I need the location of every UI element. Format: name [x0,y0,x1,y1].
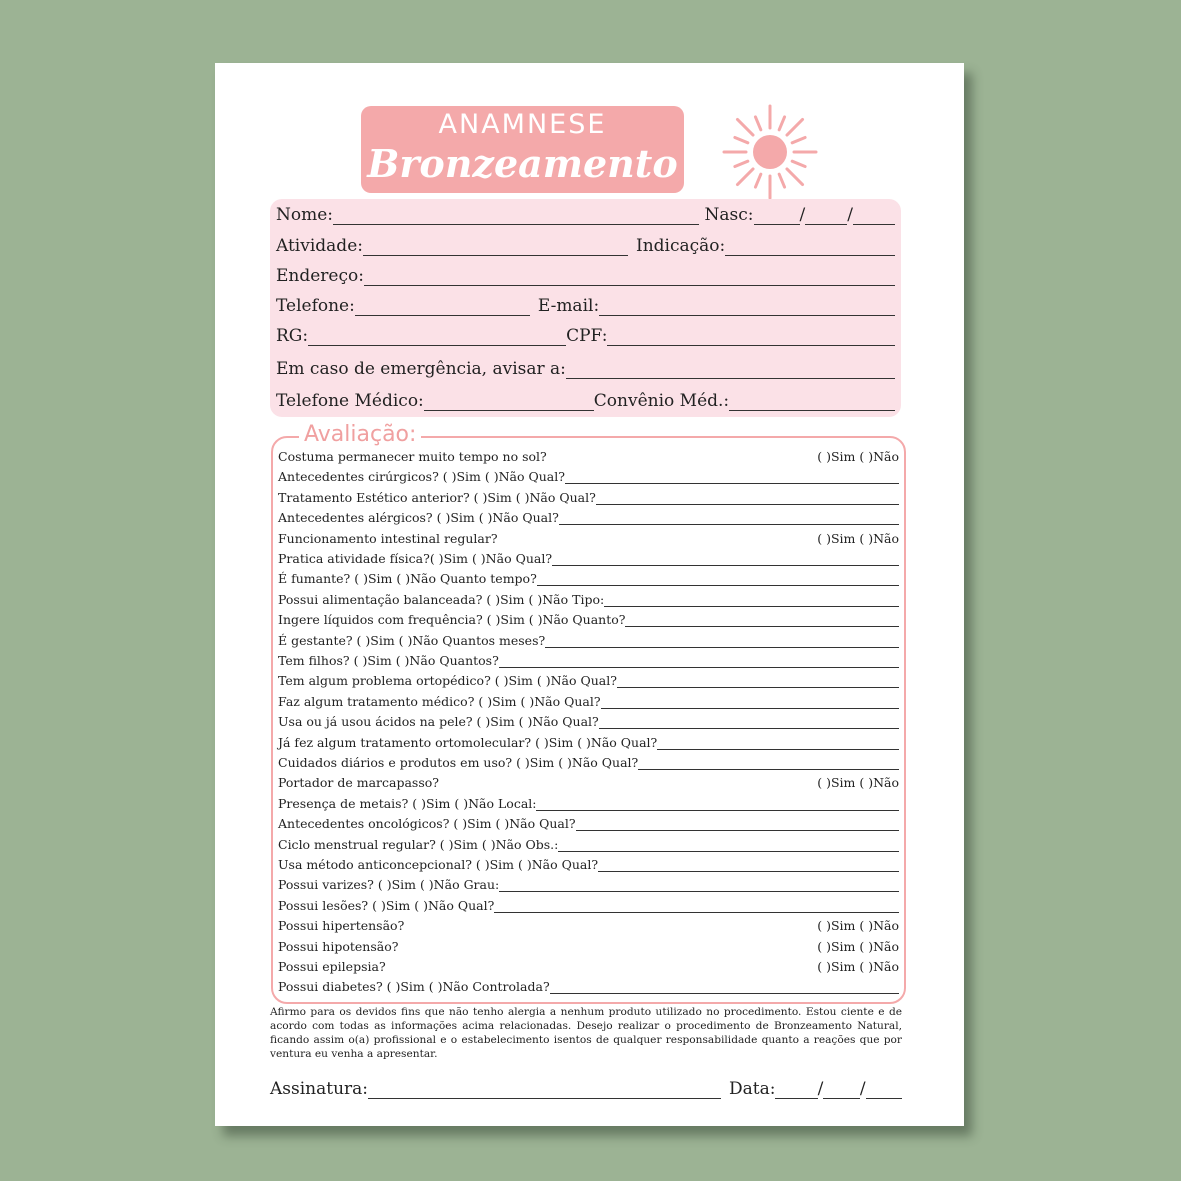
answer-field[interactable] [598,859,899,872]
answer-field[interactable] [604,594,899,607]
nasc-label: Nasc: [704,205,754,225]
telefone-medico-field[interactable] [424,394,594,411]
sun-icon [720,102,820,202]
cpf-field[interactable] [607,329,895,346]
question-row [278,895,899,913]
form-sheet [215,63,964,1126]
question-row [278,793,899,811]
answer-field[interactable] [536,798,899,811]
question-row [278,976,899,994]
row-telefone [276,294,895,316]
telefone-medico-label: Telefone Médico: [276,391,424,411]
convenio-field[interactable] [729,394,895,411]
rg-field[interactable] [308,329,566,346]
question-row [278,446,899,464]
question-text: Pratica atividade física?( )Sim ( )Não Qual? [278,551,553,566]
signature-row [270,1077,902,1099]
indicacao-field[interactable] [725,239,895,256]
personal-info-panel [270,199,901,417]
question-text: Possui epilepsia? [278,959,386,974]
sim-nao-options[interactable]: ( )Sim ( )Não [817,530,899,546]
question-text: Costuma permanecer muito tempo no sol? [278,449,547,464]
question-row [278,466,899,484]
answer-field[interactable] [559,512,899,525]
answer-field[interactable] [625,614,899,627]
nasc-year-field[interactable] [853,208,895,225]
email-label: E-mail: [537,296,600,316]
answer-field[interactable] [494,900,899,913]
nome-label: Nome: [276,205,334,225]
convenio-label: Convênio Méd.: [593,391,730,411]
answer-field[interactable] [550,981,899,994]
question-row [278,691,899,709]
answer-field[interactable] [638,757,899,770]
answer-field[interactable] [537,573,899,586]
title-main: Bronzeamento [367,141,678,186]
question-text: Possui hipotensão? [278,938,399,954]
emergencia-label: Em caso de emergência, avisar a: [276,359,566,379]
answer-field[interactable] [576,818,899,831]
sim-nao-options[interactable]: ( )Sim ( )Não [817,938,899,954]
row-nome [276,203,895,225]
date-sep: / [817,1079,824,1099]
data-label: Data: [728,1079,776,1099]
question-text: Ciclo menstrual regular? ( )Sim ( )Não Obs.: [278,836,559,852]
question-text: Tem filhos? ( )Sim ( )Não Quantos? [278,653,499,668]
question-text: Antecedentes alérgicos? ( )Sim ( )Não Qual? [278,510,559,526]
date-sep: / [859,1079,866,1099]
question-row [278,507,899,525]
telefone-label: Telefone: [276,296,355,316]
assinatura-field[interactable] [368,1082,721,1099]
question-text: Possui alimentação balanceada? ( )Sim ( )Não Tipo: [278,591,605,607]
row-rg [276,324,895,346]
answer-field[interactable] [499,879,899,892]
question-row [278,915,899,933]
assinatura-label: Assinatura: [270,1079,369,1099]
answer-field[interactable] [596,492,899,505]
rg-label: RG: [276,326,309,346]
question-row [278,834,899,852]
sim-nao-options[interactable]: ( )Sim ( )Não [817,775,899,791]
sim-nao-options[interactable]: ( )Sim ( )Não [817,959,899,974]
question-text: Possui hipertensão? [278,918,405,934]
question-text: Presença de metais? ( )Sim ( )Não Local: [278,795,537,811]
answer-field[interactable] [545,635,899,648]
answer-field[interactable] [601,696,899,709]
question-row [278,936,899,954]
cpf-label: CPF: [566,326,608,346]
data-day-field[interactable] [775,1082,817,1099]
indicacao-label: Indicação: [635,236,726,256]
question-row [278,813,899,831]
title-banner [361,106,684,193]
question-text: Usa método anticoncepcional? ( )Sim ( )Não Qual? [278,857,599,872]
nome-field[interactable] [333,208,699,225]
question-row [278,752,899,770]
question-row [278,568,899,586]
question-text: É gestante? ( )Sim ( )Não Quantos meses? [278,632,546,648]
answer-field[interactable] [499,655,899,668]
endereco-field[interactable] [364,269,895,286]
data-year-field[interactable] [866,1082,902,1099]
answer-field[interactable] [599,716,899,729]
question-text: Ingere líquidos com frequência? ( )Sim ( )Não Quanto? [278,612,626,628]
atividade-label: Atividade: [276,236,363,256]
evaluation-panel [271,422,906,1004]
question-text: Já fez algum tratamento ortomolecular? ( )Sim ( )Não Qual? [278,734,658,750]
question-row [278,609,899,627]
sim-nao-options[interactable]: ( )Sim ( )Não [817,449,899,464]
question-row [278,956,899,974]
nasc-month-field[interactable] [805,208,847,225]
question-text: Portador de marcapasso? [278,775,439,791]
endereco-label: Endereço: [276,266,364,286]
row-emergencia [276,357,895,379]
question-text: Tratamento Estético anterior? ( )Sim ( )Não Qual? [278,489,596,505]
question-text: Faz algum tratamento médico? ( )Sim ( )Não Qual? [278,693,601,709]
question-row [278,711,899,729]
question-text: Cuidados diários e produtos em uso? ( )Sim ( )Não Qual? [278,755,639,770]
question-row [278,854,899,872]
disclaimer-text: Afirmo para os devidos fins que não tenho alergia a nenhum produto utilizado no procedimento. Estou ciente e de acordo com todas as informações acima relacionadas. Desejo realizar o procedimento de Bronzeamento Natural, ficando assim o(a) profissional e o estabelecimento isentos de qualquer responsabilidade quanto a reações que por ventura eu venha a apresentar. [270,1006,902,1060]
date-sep: / [799,205,806,225]
row-telefone-medico [276,389,895,411]
question-row [278,772,899,790]
answer-field[interactable] [552,553,899,566]
question-row [278,548,899,566]
question-row [278,874,899,892]
question-row [278,487,899,505]
question-text: Antecedentes oncológicos? ( )Sim ( )Não Qual? [278,816,576,832]
question-text: Usa ou já usou ácidos na pele? ( )Sim ( )Não Qual? [278,714,599,730]
nasc-day-field[interactable] [754,208,800,225]
evaluation-title: Avaliação: [299,423,421,447]
question-row [278,732,899,750]
question-row [278,589,899,607]
question-row [278,650,899,668]
email-field[interactable] [599,299,895,316]
row-endereco [276,264,895,286]
row-atividade [276,234,895,256]
answer-field[interactable] [617,675,899,688]
question-text: Possui diabetes? ( )Sim ( )Não Controlada? [278,979,550,995]
emergencia-field[interactable] [566,362,895,379]
date-sep: / [847,205,853,225]
question-row [278,630,899,648]
sim-nao-options[interactable]: ( )Sim ( )Não [817,918,899,934]
title-top: ANAMNESE [438,109,607,140]
data-month-field[interactable] [823,1082,859,1099]
answer-field[interactable] [657,737,899,750]
telefone-field[interactable] [355,299,530,316]
question-text: É fumante? ( )Sim ( )Não Quanto tempo? [278,571,537,587]
question-text: Possui lesões? ( )Sim ( )Não Qual? [278,897,495,913]
answer-field[interactable] [558,839,899,852]
question-text: Possui varizes? ( )Sim ( )Não Grau: [278,877,500,893]
question-text: Antecedentes cirúrgicos? ( )Sim ( )Não Qual? [278,469,565,485]
question-row [278,670,899,688]
question-row [278,528,899,546]
atividade-field[interactable] [363,239,628,256]
question-text: Funcionamento intestinal regular? [278,530,498,546]
answer-field[interactable] [565,471,899,484]
question-text: Tem algum problema ortopédico? ( )Sim ( )Não Qual? [278,673,617,689]
